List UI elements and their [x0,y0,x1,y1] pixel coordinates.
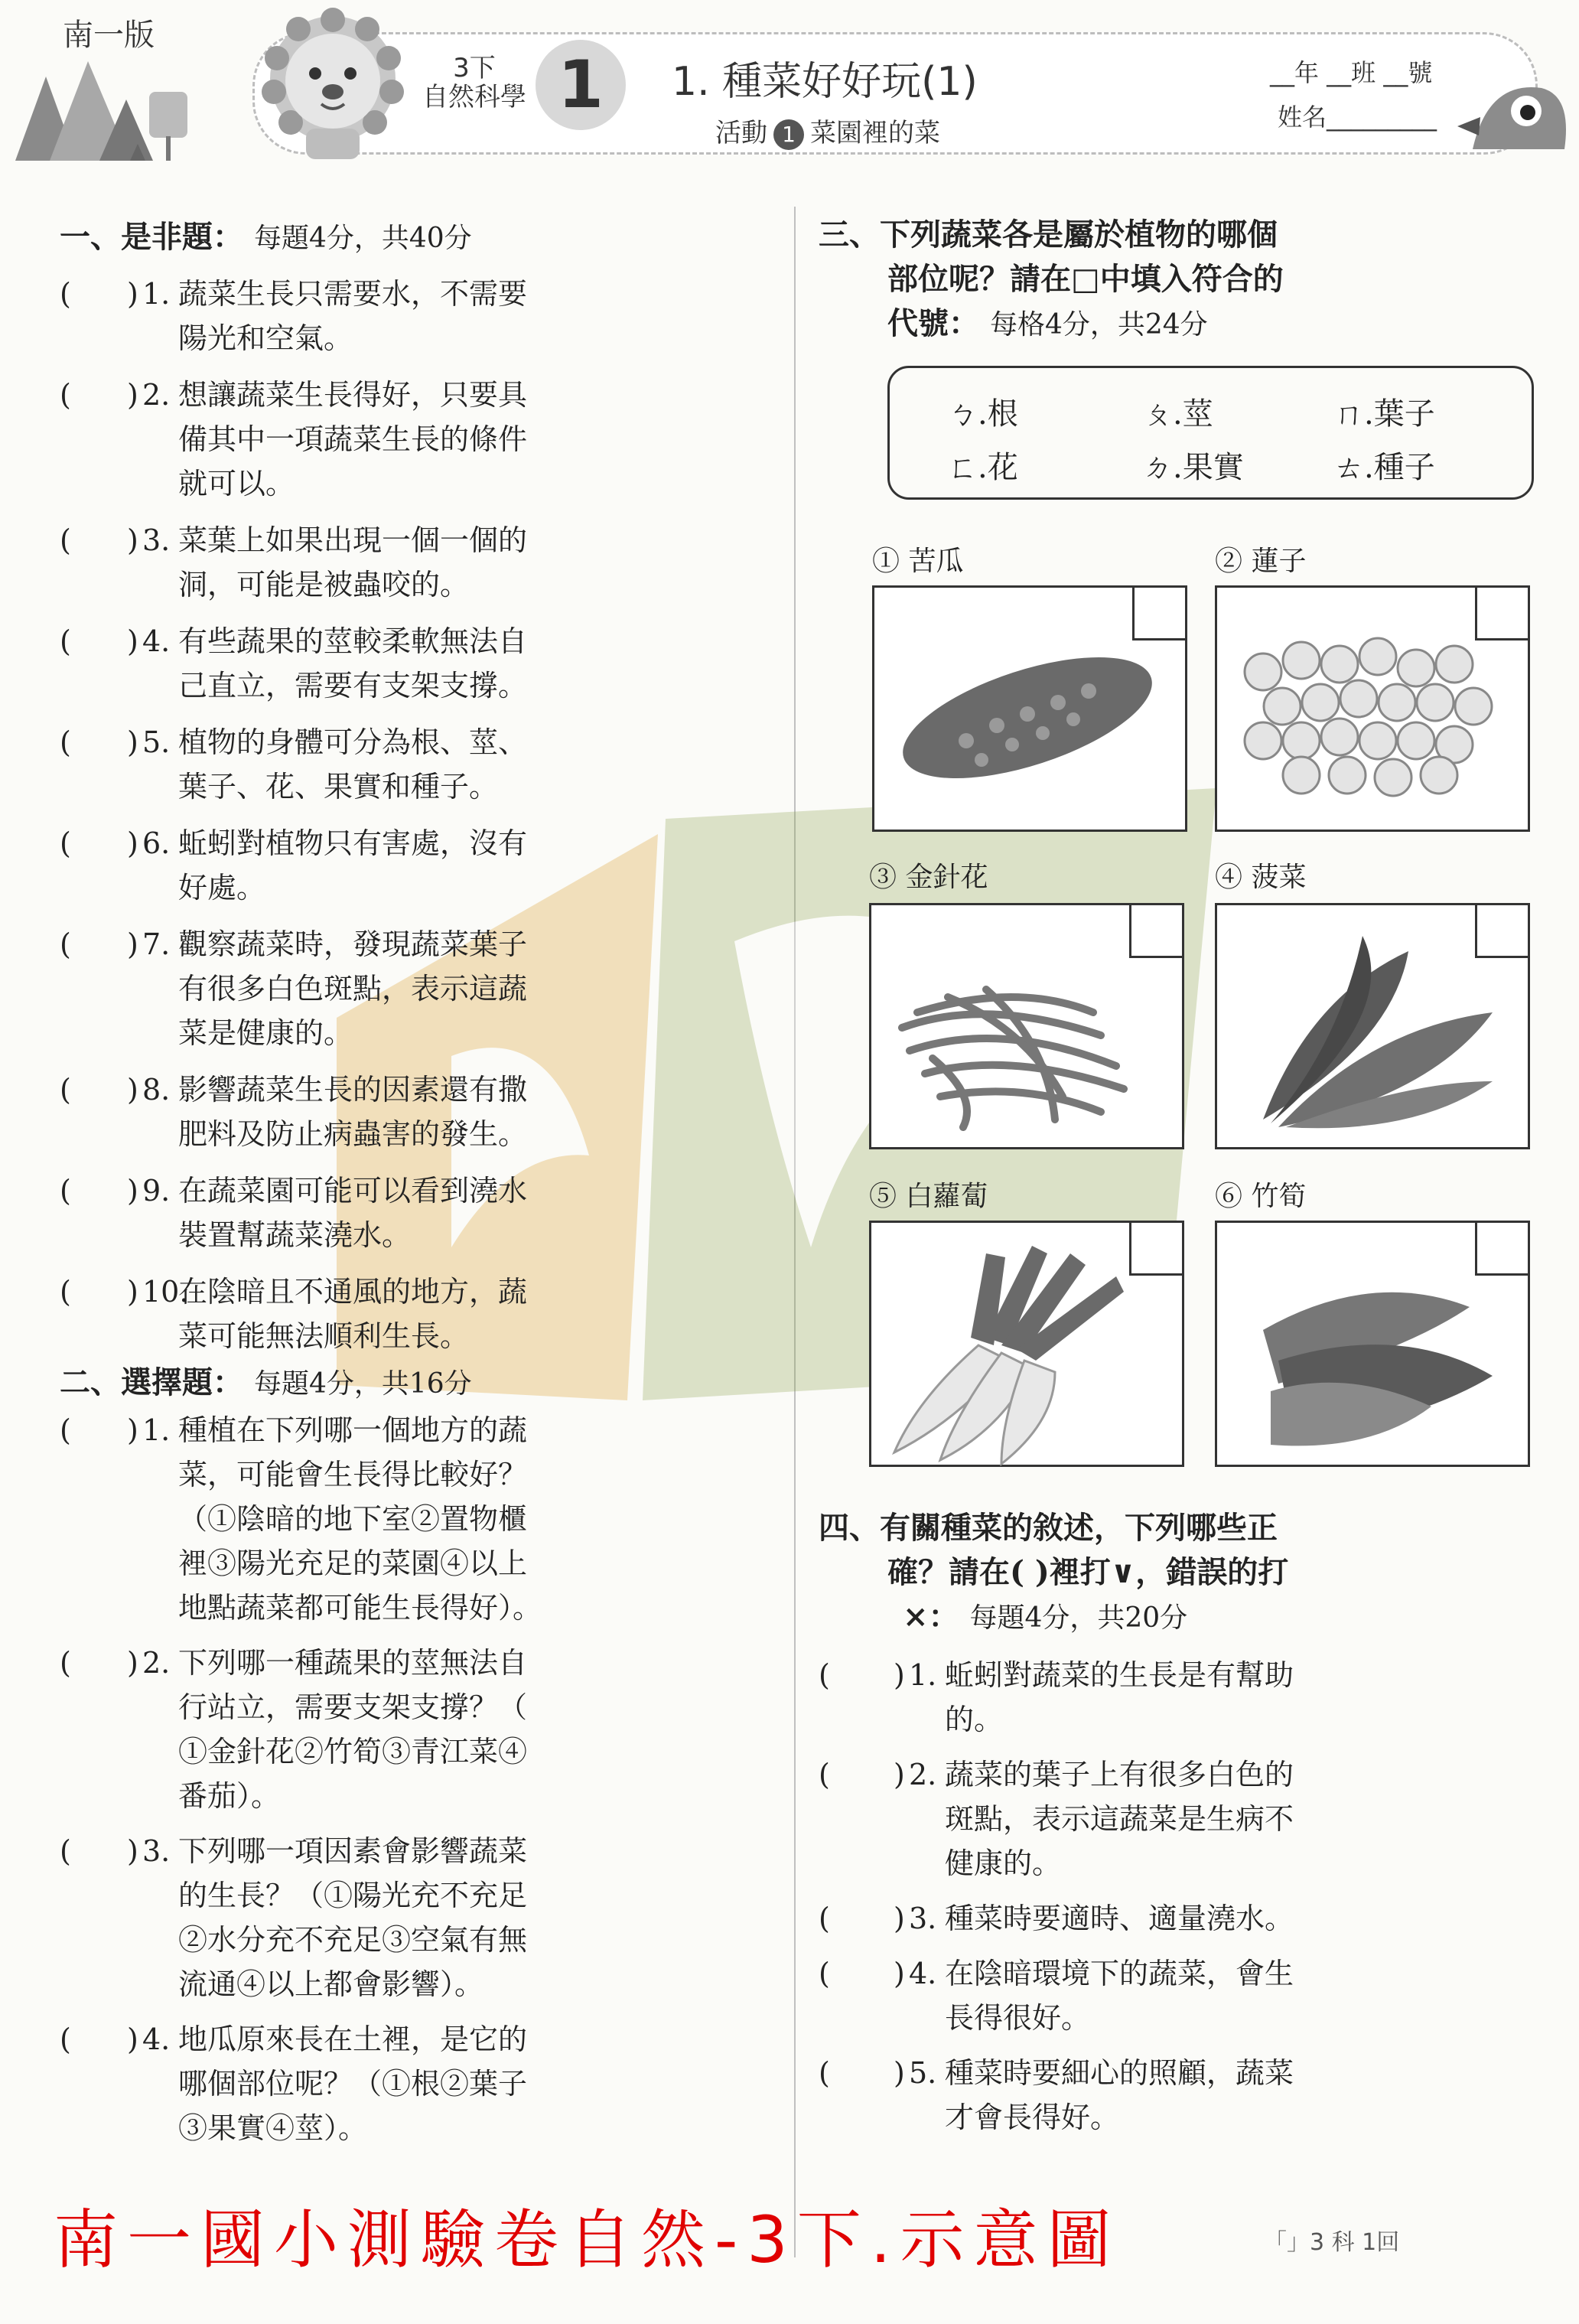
option-flower: ㄈ.花 [947,450,1018,485]
question-text-line: 陽光和空氣。 [178,321,353,355]
section4-question-5 [819,2051,1545,2140]
question-number: 4. [142,2022,171,2056]
question-number: 8. [142,1073,171,1107]
question-text-line: 觀察蔬菜時，發現蔬菜葉子 [178,927,528,961]
section1-question-1 [60,272,786,360]
grade-label: 3下 [453,53,496,83]
question-number: 5. [142,725,171,759]
section1-title [60,213,472,256]
question-text-line: 裝置幫蔬菜澆水。 [178,1218,412,1252]
picture-white-radish [869,1221,1184,1467]
question-text-line: 流通④以上都會影響）。 [178,1967,484,2001]
option-leaf: ㄇ.葉子 [1333,396,1435,432]
section4-title-line: 確？請在( )裡打∨，錯誤的打 [887,1554,1289,1590]
question-text-line: 有些蔬果的莖較柔軟無法自 [178,624,528,658]
section3-points: 每格4分，共24分 [989,309,1208,341]
question-text-line: 在陰暗且不通風的地方，蔬 [178,1275,528,1309]
question-text-line: 菜可能無法順利生長。 [178,1319,470,1353]
question-number: 1. [142,1413,171,1447]
answer-paren-close[interactable]: ) [127,725,138,759]
question-text-line: 菜，可能會生長得比較好？ [178,1458,528,1491]
question-text-line: 種菜時要適時、適量澆水。 [945,1902,1294,1935]
section4-question-4 [819,1951,1545,2040]
question-text-line: 番茄）。 [178,1779,281,1813]
option-stem: ㄆ.莖 [1142,396,1213,432]
section2-question-4 [60,2017,786,2150]
picture-label: ⑥ 竹筍 [1215,1181,1307,1212]
section1-question-2 [60,373,786,506]
question-text-line: 健康的。 [945,1846,1062,1880]
question-text-line: 菜葉上如果出現一個一個的 [178,523,528,557]
question-text-line: 想讓蔬菜生長得好，只要具 [178,378,528,412]
answer-paren-open[interactable]: ( [60,624,71,658]
page-tag: 「」3 科 1回 [1264,2229,1400,2256]
picture-bamboo-shoot [1215,1221,1530,1467]
question-text-line: 長得很好。 [945,2001,1091,2035]
answer-box-2[interactable] [1475,585,1530,640]
answer-paren-open[interactable]: ( [60,1174,71,1208]
answer-paren-open[interactable]: ( [819,1957,830,1990]
section2-points: 每題4分，共16分 [253,1368,472,1400]
answer-paren-close[interactable]: ) [127,927,138,961]
picture-bitter-melon [872,585,1187,832]
answer-box-4[interactable] [1475,903,1530,958]
section2-question-1 [60,1408,786,1630]
question-text-line: ②水分充不充足③空氣有無 [178,1923,528,1957]
answer-box-6[interactable] [1475,1221,1530,1276]
answer-paren-close[interactable]: ) [894,1658,905,1692]
section2-title [60,1358,472,1402]
question-number: 6. [142,826,171,860]
activity-subtitle [715,112,940,150]
bird-decoration-icon [1457,73,1572,157]
edition-label: 南一版 [63,18,155,53]
unit-number-badge: 1 [536,40,626,130]
answer-paren-close[interactable]: ) [127,1275,138,1309]
question-text-line: 斑點，表示這蔬菜是生病不 [945,1802,1294,1836]
question-text-line: 蚯蚓對蔬菜的生長是有幫助 [945,1658,1294,1692]
question-number: 10. [142,1275,189,1309]
answer-paren-open[interactable]: ( [60,1834,71,1868]
question-text-line: 影響蔬菜生長的因素還有撒 [178,1073,528,1107]
picture-label: ① 苦瓜 [872,546,964,577]
answer-paren-open[interactable]: ( [60,277,71,311]
picture-label: ③ 金針花 [869,862,988,893]
grade-subject [422,54,526,112]
answer-paren-open[interactable]: ( [60,927,71,961]
answer-paren-close[interactable]: ) [127,1174,138,1208]
answer-paren-open[interactable]: ( [60,1275,71,1309]
question-number: 1. [142,277,171,311]
question-text-line: 有很多白色斑點，表示這蔬 [178,972,528,1006]
answer-paren-close[interactable]: ) [894,1902,905,1935]
section3-title [819,213,1284,347]
section4-points: 每題4分，共20分 [969,1602,1188,1634]
question-text-line: 在蔬菜園可能可以看到澆水 [178,1174,528,1208]
question-text-line: 裡③陽光充足的菜園④以上 [178,1547,528,1580]
name-field[interactable]: 姓名_________ [1278,103,1437,132]
answer-paren-open[interactable]: ( [819,2056,830,2090]
picture-label: ② 蓮子 [1215,546,1307,577]
question-text-line: 菜是健康的。 [178,1016,353,1050]
question-text-line: 下列哪一項因素會影響蔬菜 [178,1834,528,1868]
question-number: 4. [142,624,171,658]
footer-title: 南一國小測驗卷自然-3下.示意圖 [54,2202,1121,2277]
answer-paren-close[interactable]: ) [127,624,138,658]
answer-paren-close[interactable]: ) [894,2056,905,2090]
question-text-line: 種植在下列哪一個地方的蔬 [178,1413,528,1447]
answer-paren-close[interactable]: ) [127,826,138,860]
question-text-line: 才會長得好。 [945,2101,1120,2134]
answer-paren-open[interactable]: ( [819,1658,830,1692]
answer-box-3[interactable] [1129,903,1184,958]
subject-label: 自然科學 [422,82,526,112]
section2-question-3 [60,1829,786,2006]
section1-points: 每題4分，共40分 [253,223,472,254]
answer-paren-close[interactable]: ) [127,277,138,311]
question-number: 3. [142,523,171,557]
class-seat-field[interactable]: __年 __班 __號 [1270,58,1433,87]
answer-paren-close[interactable]: ) [894,1758,905,1791]
lesson-title: 1. 種菜好好玩(1) [672,59,978,105]
question-text-line: 植物的身體可分為根、莖、 [178,725,528,759]
question-text-line: ③果實④莖）。 [178,2111,368,2145]
section3-title-line: 代號： [887,305,979,341]
question-text-line: （①陰暗的地下室②置物櫃 [178,1502,528,1536]
question-text-line: 下列哪一種蔬果的莖無法自 [178,1646,528,1680]
option-seed: ㄊ.種子 [1333,450,1435,485]
section2-question-2 [60,1641,786,1818]
answer-paren-close[interactable]: ) [127,378,138,412]
answer-paren-close[interactable]: ) [894,1957,905,1990]
question-text-line: 洞，可能是被蟲咬的。 [178,568,470,601]
question-text-line: 地瓜原來長在土裡，是它的 [178,2022,528,2056]
question-text-line: ①金針花②竹筍③青江菜④ [178,1735,528,1768]
question-text-line: 蔬菜生長只需要水，不需要 [178,277,528,311]
picture-label: ⑤ 白蘿蔔 [869,1181,988,1212]
answer-paren-open[interactable]: ( [60,1413,71,1447]
question-text-line: 行站立，需要支架支撐？（ [178,1690,528,1724]
section1-question-4 [60,619,786,708]
answer-paren-open[interactable]: ( [60,826,71,860]
question-text-line: 哪個部位呢？（①根②葉子 [178,2067,528,2101]
question-text-line: 就可以。 [178,467,295,500]
answer-paren-open[interactable]: ( [60,523,71,557]
question-number: 2. [142,378,171,412]
picture-label: ④ 菠菜 [1215,862,1307,893]
column-divider [794,207,796,2257]
question-text-line: 蚯蚓對植物只有害處，沒有 [178,826,528,860]
picture-daylily [869,903,1184,1149]
section1-question-5 [60,720,786,809]
activity-label: 活動 [715,118,767,148]
question-text-line: 種菜時要細心的照顧，蔬菜 [945,2056,1294,2090]
section4-question-3 [819,1896,1545,1941]
answer-paren-open[interactable]: ( [819,1902,830,1935]
section1-heading: 一、是非題： [60,219,243,255]
answer-paren-open[interactable]: ( [819,1758,830,1791]
answer-box-1[interactable] [1132,585,1187,640]
section1-question-7 [60,922,786,1055]
question-number: 5. [909,2056,937,2090]
question-number: 7. [142,927,171,961]
question-text-line: 肥料及防止病蟲害的發生。 [178,1117,528,1151]
answer-paren-open[interactable]: ( [60,1646,71,1680]
answer-paren-open[interactable]: ( [60,1073,71,1107]
question-text-line: 蔬菜的葉子上有很多白色的 [945,1758,1294,1791]
question-text-line: 好處。 [178,871,266,905]
student-info [1255,44,1484,144]
section1-question-3 [60,518,786,607]
option-legend-box [887,366,1534,500]
activity-title: 菜園裡的菜 [810,118,940,148]
answer-paren-close[interactable]: ) [127,1646,138,1680]
section4-title [819,1506,1288,1641]
section4-question-2 [819,1752,1545,1886]
question-text-line: 備其中一項蔬菜生長的條件 [178,422,528,456]
answer-paren-close[interactable]: ) [127,523,138,557]
activity-number-badge: 1 [773,119,804,150]
picture-lotus-seed [1215,585,1530,832]
picture-spinach [1215,903,1530,1149]
question-text-line: 己直立，需要有支架支撐。 [178,669,528,702]
section4-title-line: ×： [903,1599,959,1635]
answer-paren-close[interactable]: ) [127,2022,138,2056]
question-text-line: 的。 [945,1703,1004,1736]
option-fruit: ㄉ.果實 [1142,450,1244,485]
section4-question-1 [819,1653,1545,1742]
question-number: 3. [142,1834,171,1868]
question-number: 2. [142,1646,171,1680]
question-number: 3. [909,1902,937,1935]
question-text-line: 葉子、花、果實和種子。 [178,770,499,803]
answer-paren-open[interactable]: ( [60,378,71,412]
option-root: ㄅ.根 [947,396,1018,432]
section3-title-line: 三、下列蔬菜各是屬於植物的哪個 [819,217,1278,253]
section2-heading: 二、選擇題： [60,1364,243,1400]
section3-title-line: 部位呢？請在□中填入符合的 [887,261,1284,297]
question-number: 9. [142,1174,171,1208]
answer-paren-open[interactable]: ( [60,2022,71,2056]
section1-question-6 [60,821,786,910]
answer-paren-close[interactable]: ) [127,1073,138,1107]
hills-decoration-icon [15,46,199,161]
section4-title-line: 四、有關種菜的敘述，下列哪些正 [819,1510,1278,1546]
worksheet-header [0,0,1579,168]
question-text-line: 在陰暗環境下的蔬菜，會生 [945,1957,1294,1990]
section1-question-8 [60,1067,786,1156]
question-text-line: 地點蔬菜都可能生長得好）。 [178,1591,542,1625]
question-number: 1. [909,1658,937,1692]
question-number: 2. [909,1758,937,1791]
lion-mascot-icon [260,6,405,159]
section1-question-10 [60,1270,786,1358]
question-text-line: 的生長？（①陽光充不充足 [178,1879,528,1912]
answer-box-5[interactable] [1129,1221,1184,1276]
answer-paren-close[interactable]: ) [127,1413,138,1447]
answer-paren-open[interactable]: ( [60,725,71,759]
section1-question-9 [60,1169,786,1257]
question-number: 4. [909,1957,937,1990]
answer-paren-close[interactable]: ) [127,1834,138,1868]
